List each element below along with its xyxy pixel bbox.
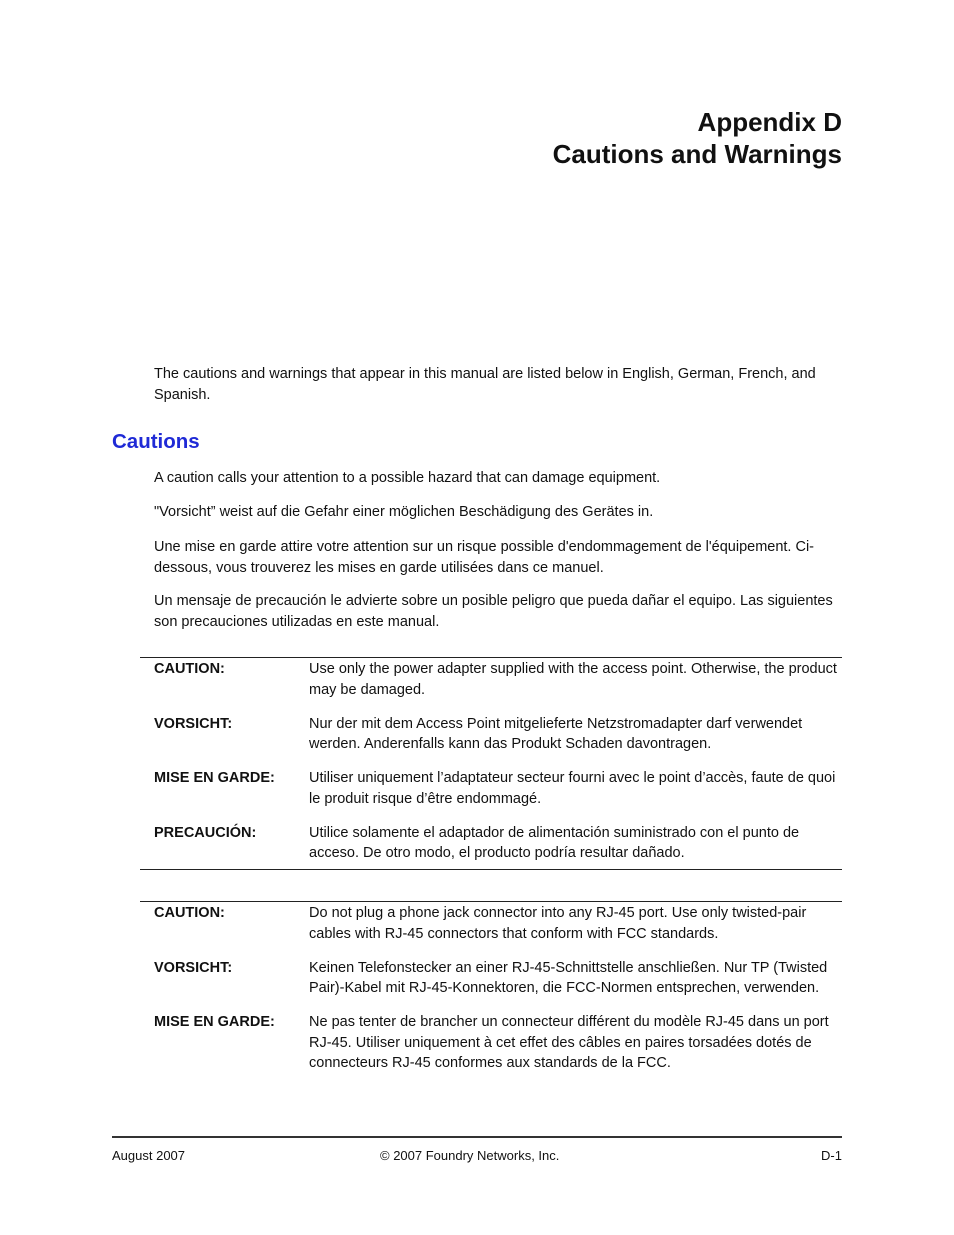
caution-label: VORSICHT:	[154, 959, 233, 976]
caution-label: CAUTION:	[154, 661, 225, 677]
caution-label: PRECAUCIÓN:	[154, 824, 257, 841]
caution-row	[140, 1012, 842, 1074]
caution-row	[140, 958, 842, 999]
footer-divider	[112, 1136, 842, 1138]
caution-text: Nur der mit dem Access Point mitgelieferte Netzstromadapter darf verwendet werden. Anderenfalls kann das Produkt Schaden davontragen.	[309, 715, 803, 752]
caution-intro-spanish: Un mensaje de precaución le advierte sobre un posible peligro que pueda dañar el equipo. Las siguientes son precauciones utilizadas en este manual.	[154, 593, 833, 630]
footer-copyright: © 2007 Foundry Networks, Inc.	[380, 1148, 560, 1163]
caution-row	[140, 903, 842, 944]
caution-block-rj45	[140, 901, 842, 1074]
page-title	[553, 106, 842, 170]
footer-date: August 2007	[112, 1148, 186, 1163]
cautions-heading: Cautions	[112, 430, 200, 453]
caution-label: CAUTION:	[154, 905, 225, 921]
caution-text: Keinen Telefonstecker an einer RJ-45-Schnittstelle anschließen. Nur TP (Twisted Pair)-Kabel mit RJ-45-Konnektoren, die FCC-Normen entsprechen, verwenden.	[309, 959, 828, 996]
caution-label: MISE EN GARDE:	[154, 1014, 275, 1030]
caution-label: MISE EN GARDE:	[154, 770, 275, 786]
caution-text: Utilice solamente el adaptador de alimentación suministrado con el punto de acceso. De otro modo, el producto podría resultar dañado.	[309, 824, 800, 861]
caution-intro-english: A caution calls your attention to a possible hazard that can damage equipment.	[154, 470, 661, 486]
caution-intro-french: Une mise en garde attire votre attention sur un risque possible d'endommagement de l'équipement. Ci-dessous, vous trouverez les mises en garde utilisées dans ce manuel.	[154, 539, 815, 576]
caution-block-power-adapter	[140, 657, 842, 870]
caution-row	[140, 823, 842, 864]
caution-row	[140, 714, 842, 755]
footer-page-number: D-1	[821, 1148, 842, 1163]
caution-text: Ne pas tenter de brancher un connecteur différent du modèle RJ-45 dans un port RJ-45. Utiliser uniquement à cet effet des câbles en paires torsadées dotés de connecteurs RJ-45 conformes aux standards de la FCC.	[309, 1014, 829, 1071]
page-title-line-1: Appendix D	[697, 107, 842, 137]
caution-row	[140, 659, 842, 700]
page-title-line-2: Cautions and Warnings	[552, 139, 842, 169]
caution-intro-german: "Vorsicht” weist auf die Gefahr einer möglichen Beschädigung des Gerätes in.	[154, 504, 654, 520]
caution-label: VORSICHT:	[154, 715, 233, 732]
caution-text: Use only the power adapter supplied with the access point. Otherwise, the product may be damaged.	[309, 661, 837, 698]
caution-text: Utiliser uniquement l’adaptateur secteur fourni avec le point d’accès, faute de quoi le produit risque d’être endommagé.	[309, 770, 836, 807]
caution-text: Do not plug a phone jack connector into any RJ-45 port. Use only twisted-pair cables with RJ-45 connectors that conform with FCC standards.	[309, 905, 807, 942]
intro-paragraph: The cautions and warnings that appear in this manual are listed below in English, German, French, and Spanish.	[154, 366, 816, 403]
caution-row	[140, 768, 842, 809]
